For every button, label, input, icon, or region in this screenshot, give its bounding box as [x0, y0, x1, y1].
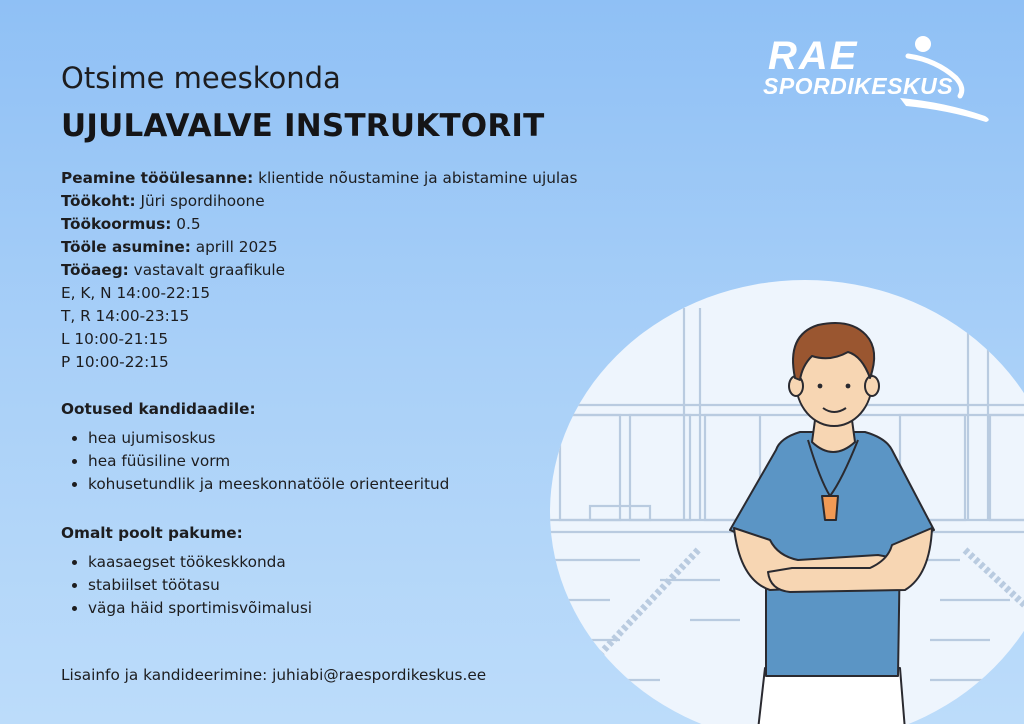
job-details — [61, 167, 578, 374]
detail-workplace: Töökoht: Jüri spordihoone — [61, 192, 265, 210]
contact-info: Lisainfo ja kandideerimine: juhiabi@raespordikeskus.ee — [61, 666, 487, 684]
schedule-line: L 10:00-21:15 — [61, 330, 169, 348]
detail-start: Tööle asumine: aprill 2025 — [61, 238, 278, 256]
schedule-line: E, K, N 14:00-22:15 — [61, 284, 211, 302]
list-item: väga häid sportimisvõimalusi — [61, 597, 312, 620]
offer-list — [61, 551, 312, 620]
logo-brand: RAE — [768, 34, 859, 78]
list-item: kaasaegset töökeskkonda — [61, 551, 312, 574]
detail-hours: Tööaeg: vastavalt graafikule — [61, 261, 286, 279]
list-item: hea ujumisoskus — [61, 427, 449, 450]
schedule-line: T, R 14:00-23:15 — [61, 307, 190, 325]
rae-spordikeskus-logo — [760, 32, 995, 127]
detail-main-task: Peamine tööülesanne: klientide nõustamine ja abistamine ujulas — [61, 169, 578, 187]
list-item: stabiilset töötasu — [61, 574, 312, 597]
expectations-heading: Ootused kandidaadile: — [61, 400, 256, 418]
logo-name: SPORDIKESKUS — [763, 73, 954, 99]
job-title: UJULAVALVE INSTRUKTORIT — [61, 108, 545, 144]
list-item: hea füüsiline vorm — [61, 450, 449, 473]
offer-heading: Omalt poolt pakume: — [61, 524, 243, 542]
pretitle: Otsime meeskonda — [61, 61, 341, 95]
schedule-line: P 10:00-22:15 — [61, 353, 169, 371]
list-item: kohusetundlik ja meeskonnatööle orienteeritud — [61, 473, 449, 496]
expectations-list — [61, 427, 449, 496]
detail-workload: Töökoormus: 0.5 — [61, 215, 201, 233]
